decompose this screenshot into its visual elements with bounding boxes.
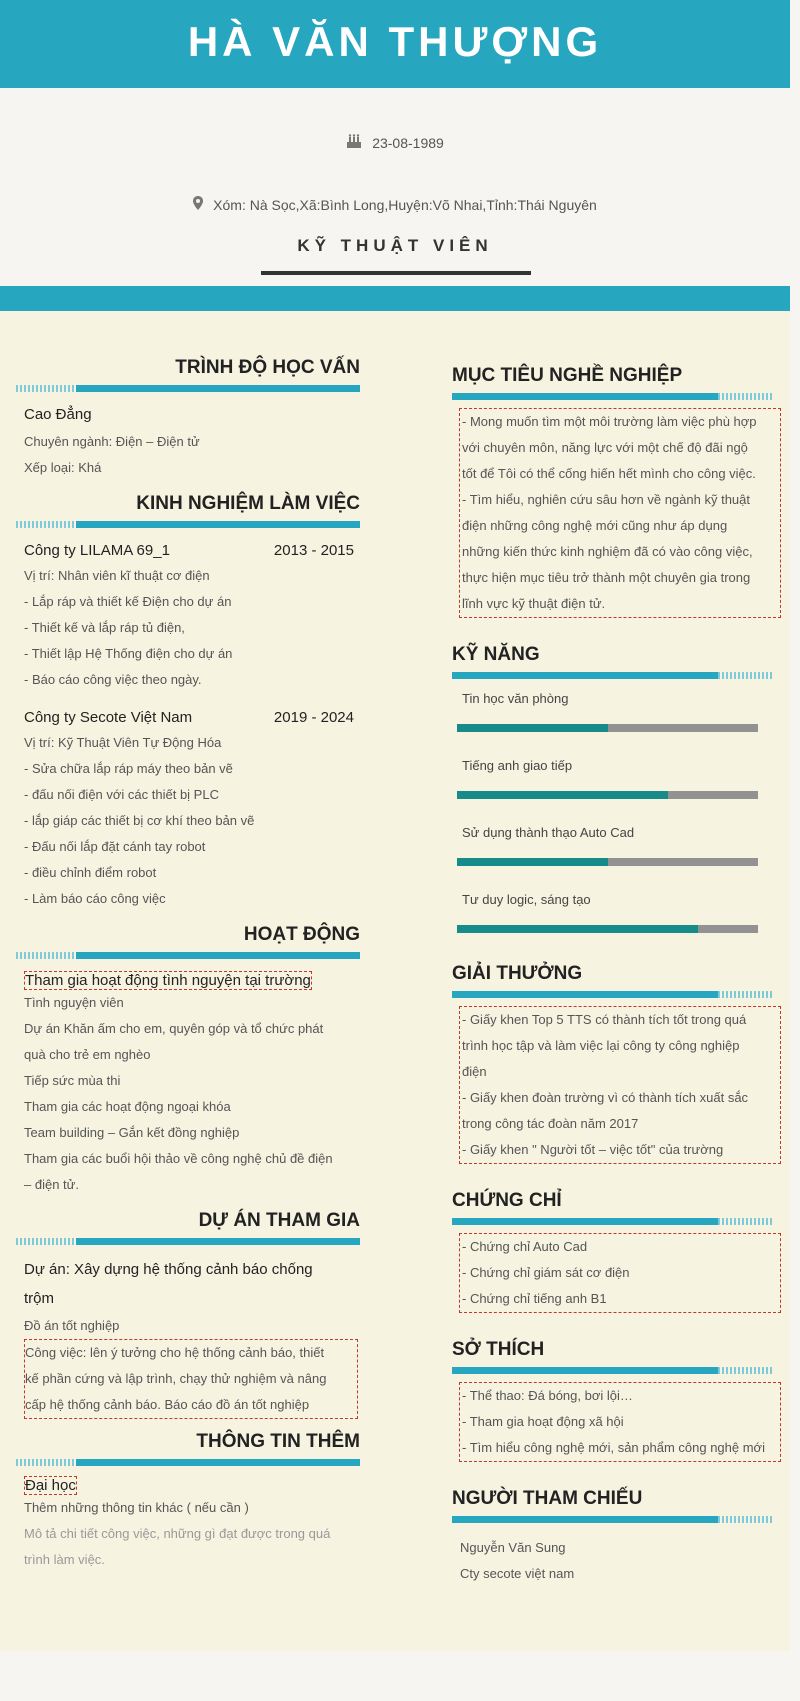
skill-bar xyxy=(457,724,758,732)
rank: Xếp loại: Khá xyxy=(24,460,102,475)
activities-section xyxy=(16,924,360,1198)
objective-line: - Mong muốn tìm một môi trường làm việc phù hợp xyxy=(462,414,757,429)
reference-line: Nguyễn Văn Sung xyxy=(460,1540,566,1555)
section-bar xyxy=(16,1238,360,1245)
awards-box xyxy=(459,1006,781,1164)
school-name: Cao Đẳng xyxy=(24,406,92,423)
job-line: - Thiết lập Hệ Thống điện cho dự án xyxy=(24,646,233,661)
hobbies-section xyxy=(452,1339,780,1462)
skill-label: Sử dụng thành thạo Auto Cad xyxy=(462,825,635,840)
section-bar xyxy=(452,393,780,400)
extra-line: Thêm những thông tin khác ( nếu cần ) xyxy=(24,1500,249,1515)
skill-fill xyxy=(457,858,608,866)
activity-line: quà cho trẻ em nghèo xyxy=(24,1047,151,1062)
award-line: - Giấy khen " Người tốt – việc tốt" của trường xyxy=(462,1142,724,1157)
objective-line: lĩnh vực kỹ thuật điện tử. xyxy=(462,596,606,611)
project-desc-line: cấp hệ thống cảnh báo. Báo cáo đồ án tốt nghiệp xyxy=(25,1397,310,1412)
references-title: NGƯỜI THAM CHIẾU xyxy=(452,1488,643,1509)
award-line: trong công tác đoàn năm 2017 xyxy=(462,1116,639,1131)
birthday-cake-icon xyxy=(346,134,362,151)
extra-title: THÔNG TIN THÊM xyxy=(196,1431,360,1452)
education-section xyxy=(16,357,360,481)
certificates-box xyxy=(459,1233,781,1313)
job-period: 2013 - 2015 xyxy=(273,542,354,559)
hobbies-box xyxy=(459,1382,781,1462)
job-line: - Thiết kế và lắp ráp tủ điện, xyxy=(24,620,185,635)
job-line: - lắp giáp các thiết bị cơ khí theo bản vẽ xyxy=(24,813,255,828)
project-subtitle: Đồ án tốt nghiệp xyxy=(24,1318,120,1333)
certificate-line: - Chứng chỉ giám sát cơ điện xyxy=(462,1265,630,1280)
experience-section xyxy=(16,493,360,912)
objective-title: MỤC TIÊU NGHỀ NGHIỆP xyxy=(452,365,683,386)
project-desc-line: Công việc: lên ý tưởng cho hệ thống cảnh báo, thiết xyxy=(25,1345,325,1360)
job-period: 2019 - 2024 xyxy=(273,709,354,726)
birthday-text: 23-08-1989 xyxy=(372,135,444,151)
job-title: KỸ THUẬT VIÊN xyxy=(297,236,493,255)
certificates-title: CHỨNG CHỈ xyxy=(452,1190,562,1211)
hobby-line: - Thể thao: Đá bóng, bơi lội… xyxy=(462,1388,633,1403)
objective-line: - Tìm hiểu, nghiên cứu sâu hơn về ngành kỹ thuật xyxy=(462,492,750,507)
activity-line: Tham gia các hoạt động ngoại khóa xyxy=(24,1099,231,1114)
activity-line: – điện tử. xyxy=(24,1177,79,1192)
job-line: - đấu nối điện với các thiết bị PLC xyxy=(24,787,219,802)
award-line: trình học tập và làm việc lại công ty công nghiệp xyxy=(462,1038,740,1053)
skill-fill xyxy=(457,724,608,732)
job-line: - Làm báo cáo công việc xyxy=(24,891,166,906)
project-desc-line: kế phần cứng và lập trình, chạy thử nghiệm và nâng xyxy=(25,1371,327,1386)
candidate-name: HÀ VĂN THƯỢNG xyxy=(187,18,603,65)
extra-line: Mô tả chi tiết công việc, những gì đạt được trong quá xyxy=(24,1526,331,1541)
job-line: Vị trí: Kỹ Thuật Viên Tự Động Hóa xyxy=(24,735,222,750)
section-bar xyxy=(452,1367,780,1374)
objective-line: điện những công nghệ mới cũng như áp dụng xyxy=(462,518,728,533)
objective-section xyxy=(452,365,780,618)
activity-line: Team building – Gắn kết đồng nghiệp xyxy=(24,1125,240,1140)
skill-label: Tiếng anh giao tiếp xyxy=(462,758,573,773)
job-item xyxy=(16,542,360,693)
reference-line: Cty secote việt nam xyxy=(460,1566,575,1581)
objective-line: với chuyên môn, năng lực với một chế độ đãi ngộ xyxy=(462,440,748,455)
extra-headline: Đại học xyxy=(25,1477,76,1494)
award-line: - Giấy khen Top 5 TTS có thành tích tốt trong quá xyxy=(462,1012,747,1027)
objective-box xyxy=(459,408,781,618)
skill-bar xyxy=(457,791,758,799)
job-line: - Báo cáo công việc theo ngày. xyxy=(24,672,202,687)
project-name: trộm xyxy=(24,1290,54,1307)
certificates-section xyxy=(452,1190,780,1313)
projects-section xyxy=(16,1210,360,1419)
awards-title: GIẢI THƯỞNG xyxy=(452,963,583,984)
address-row xyxy=(0,196,790,213)
section-bar xyxy=(452,1516,780,1523)
activity-headline: Tham gia hoạt động tình nguyện tại trường xyxy=(25,972,311,989)
awards-section xyxy=(452,963,780,1164)
right-column xyxy=(452,311,780,1587)
certificate-line: - Chứng chỉ Auto Cad xyxy=(462,1239,588,1254)
references-section xyxy=(452,1488,780,1587)
section-bar xyxy=(16,521,360,528)
extra-section xyxy=(16,1431,360,1573)
activity-line: Tình nguyện viên xyxy=(24,995,124,1010)
job-item xyxy=(16,709,360,912)
activity-line: Dự án Khăn ấm cho em, quyên góp và tổ chức phát xyxy=(24,1021,324,1036)
activity-line: Tham gia các buổi hội thảo về công nghệ chủ đề điện xyxy=(24,1151,333,1166)
skill-label: Tư duy logic, sáng tạo xyxy=(462,892,591,907)
skill-bar xyxy=(457,858,758,866)
company-name: Công ty Secote Việt Nam xyxy=(24,709,193,726)
skill-fill xyxy=(457,791,668,799)
skill-fill xyxy=(457,925,698,933)
birthday-row xyxy=(0,134,790,151)
award-line: - Giấy khen đoàn trường vì có thành tích xuất sắc xyxy=(462,1090,749,1105)
job-line: - Sửa chữa lắp ráp máy theo bản vẽ xyxy=(24,761,233,776)
address-text: Xóm: Nà Sọc,Xã:Bình Long,Huyện:Võ Nhai,Tỉnh:Thái Nguyên xyxy=(213,197,597,213)
activities-title: HOẠT ĐỘNG xyxy=(243,924,360,945)
hobby-line: - Tham gia hoạt động xã hội xyxy=(462,1414,624,1429)
extra-line: trình làm việc. xyxy=(24,1552,105,1567)
section-bar xyxy=(16,952,360,959)
objective-line: thực hiện mục tiêu trở thành một chuyên gia trong xyxy=(462,570,751,585)
project-name: Dự án: Xây dựng hệ thống cảnh báo chống xyxy=(24,1261,313,1278)
left-column xyxy=(16,311,360,1573)
company-name: Công ty LILAMA 69_1 xyxy=(24,542,170,559)
certificate-line: - Chứng chỉ tiếng anh B1 xyxy=(462,1291,607,1306)
project-description xyxy=(24,1339,358,1419)
section-bar xyxy=(16,385,360,392)
skills-title: KỸ NĂNG xyxy=(452,644,540,665)
hobby-line: - Tìm hiểu công nghệ mới, sản phẩm công nghệ mới xyxy=(462,1440,765,1455)
job-line: Vị trí: Nhân viên kĩ thuật cơ điện xyxy=(24,568,210,583)
projects-title: DỰ ÁN THAM GIA xyxy=(198,1210,360,1231)
job-line: - điều chỉnh điểm robot xyxy=(24,865,157,880)
major: Chuyên ngành: Điện – Điện tử xyxy=(24,434,200,449)
map-marker-icon xyxy=(193,196,203,213)
job-title-underline xyxy=(261,271,531,275)
education-title: TRÌNH ĐỘ HỌC VẤN xyxy=(175,357,360,378)
hobbies-title: SỞ THÍCH xyxy=(452,1339,545,1360)
section-bar xyxy=(452,1218,780,1225)
objective-line: những kiến thức kinh nghiệm đã có vào công việc, xyxy=(462,544,753,559)
objective-line: tốt để Tôi có thể cống hiến hết mình cho công việc. xyxy=(462,466,756,481)
skill-bar xyxy=(457,925,758,933)
job-line: - Lắp ráp và thiết kế Điện cho dự án xyxy=(24,594,232,609)
section-bar xyxy=(452,991,780,998)
job-line: - Đấu nối lắp đặt cánh tay robot xyxy=(24,839,206,854)
section-bar xyxy=(452,672,780,679)
section-bar xyxy=(16,1459,360,1466)
skills-section xyxy=(452,644,780,933)
skill-label: Tin học văn phòng xyxy=(462,691,569,706)
activity-line: Tiếp sức mùa thi xyxy=(24,1073,121,1088)
divider-band xyxy=(0,286,790,311)
experience-title: KINH NGHIỆM LÀM VIỆC xyxy=(136,493,360,514)
award-line: điện xyxy=(462,1064,487,1079)
